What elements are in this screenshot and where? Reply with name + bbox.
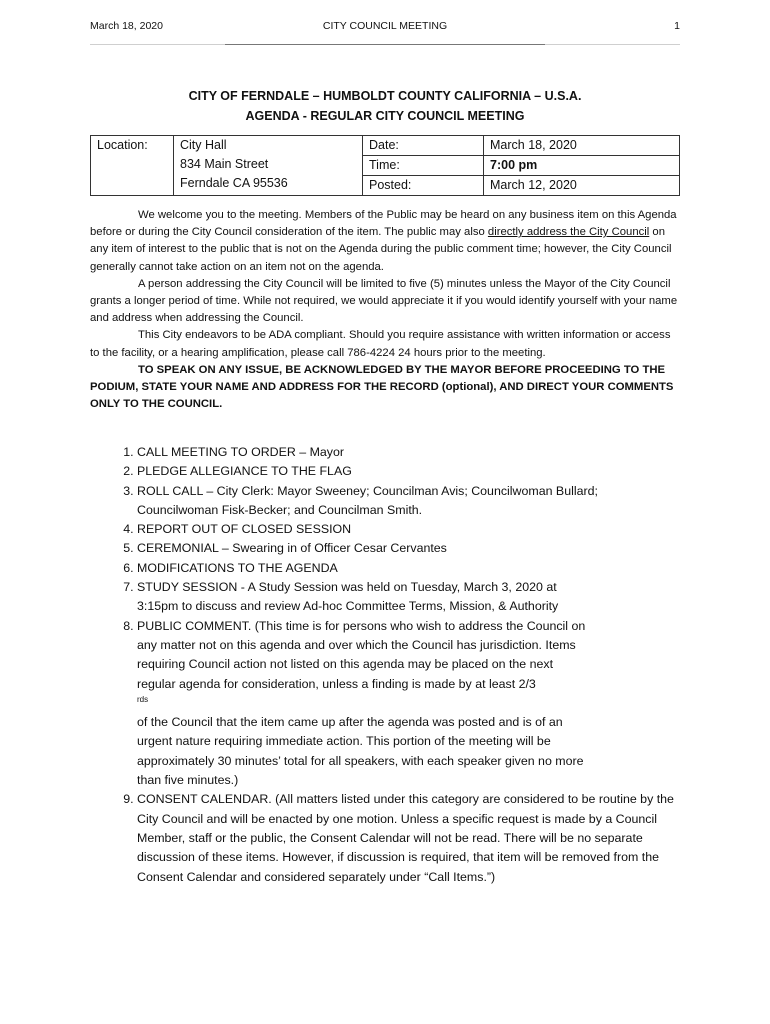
title-line-2: AGENDA - REGULAR CITY COUNCIL MEETING xyxy=(245,109,525,123)
date-label: Date: xyxy=(363,136,484,156)
agenda-item: 6. MODIFICATIONS TO THE AGENDA xyxy=(137,559,727,578)
agenda-item: 7. STUDY SESSION - A Study Session was held on Tuesday, March 3, 2020 at 3:15pm to discuss and review Ad-hoc Committee Terms, Mission, & Authority xyxy=(137,578,727,617)
location-line: 834 Main Street xyxy=(180,157,269,171)
location-line: Ferndale CA 95536 xyxy=(180,176,288,190)
document-title xyxy=(90,86,680,126)
location-label: Location: xyxy=(91,136,174,196)
page-header xyxy=(90,20,680,36)
directly-address-link-text: directly address the City Council xyxy=(487,226,650,239)
header-divider xyxy=(90,44,680,45)
time-value: 7:00 pm xyxy=(484,156,680,176)
header-title: CITY COUNCIL MEETING xyxy=(322,20,448,32)
title-line-1: CITY OF FERNDALE – HUMBOLDT COUNTY CALIFORNIA – U.S.A. xyxy=(188,89,582,103)
posted-value: March 12, 2020 xyxy=(484,176,680,196)
header-date: March 18, 2020 xyxy=(90,20,163,32)
location-line: City Hall xyxy=(180,138,227,152)
agenda-item: 4. REPORT OUT OF CLOSED SESSION xyxy=(137,520,727,539)
page-number: 1 xyxy=(674,20,680,32)
posted-label: Posted: xyxy=(363,176,484,196)
agenda-item: 8. PUBLIC COMMENT. (This time is for persons who wish to address the Council on any matter not on this agenda and over which the Council has jurisdiction. Items requiring Council action not listed on this agenda may be placed on the next regular agenda for consideration, unless a finding is made by at least $2/3^{rds}of$ the Council that the item came up after the agenda was posted and is of an urgent nature requiring immediate action. This portion of the meeting will be approximately 30 minutes’ total for all speakers, with each speaker given no more than five minutes.) xyxy=(137,617,727,791)
meeting-info-table xyxy=(90,135,680,196)
agenda-item: 9. CONSENT CALENDAR. (All matters listed under this category are considered to be routine by the City Council and will be enacted by one motion. Unless a specific request is made by a Council Member, staff or the public, the Consent Calendar will not be read. There will be no separate discussion of these items. However, if discussion is required, that item will be removed from the Consent Calendar and considered separately under “Call Items.”) xyxy=(137,790,727,886)
location-value xyxy=(174,136,363,196)
time-label: Time: xyxy=(363,156,484,176)
agenda-items xyxy=(90,443,727,887)
intro-text xyxy=(90,207,680,413)
intro-paragraph: We welcome you to the meeting. Members of the Public may be heard on any business item on this Agenda before or during the City Council consideration of the item. The public may also directly address the City Council on any item of interest to the public that is not on the Agenda during the public comment time; however, the City Council generally cannot take action on an item not on the agenda. xyxy=(90,209,677,273)
speaking-instructions: TO SPEAK ON ANY ISSUE, BE ACKNOWLEDGED BY THE MAYOR BEFORE PROCEEDING TO THE PODIUM, STATE YOUR NAME AND ADDRESS FOR THE RECORD (optional), AND DIRECT YOUR COMMENTS ONLY TO THE COUNCIL. xyxy=(90,363,674,411)
date-value: March 18, 2020 xyxy=(484,136,680,156)
agenda-item: 1. CALL MEETING TO ORDER – Mayor xyxy=(137,443,727,462)
agenda-item: 2. PLEDGE ALLEGIANCE TO THE FLAG xyxy=(137,462,727,481)
intro-paragraph: This City endeavors to be ADA compliant. Should you require assistance with written information or access to the facility, or a hearing amplification, please call 786-4224 24 hours prior to the meeting. xyxy=(90,329,671,359)
agenda-item: 3. ROLL CALL – City Clerk: Mayor Sweeney; Councilman Avis; Councilwoman Bullard; Councilwoman Fisk-Becker; and Councilman Smith. xyxy=(137,482,727,521)
intro-paragraph: A person addressing the City Council will be limited to five (5) minutes unless the Mayor of the City Council grants a longer period of time. While not required, we would appreciate it if you would identify yourself with your name and address when addressing the Council. xyxy=(90,277,678,325)
agenda-item: 5. CEREMONIAL – Swearing in of Officer Cesar Cervantes xyxy=(137,539,727,558)
